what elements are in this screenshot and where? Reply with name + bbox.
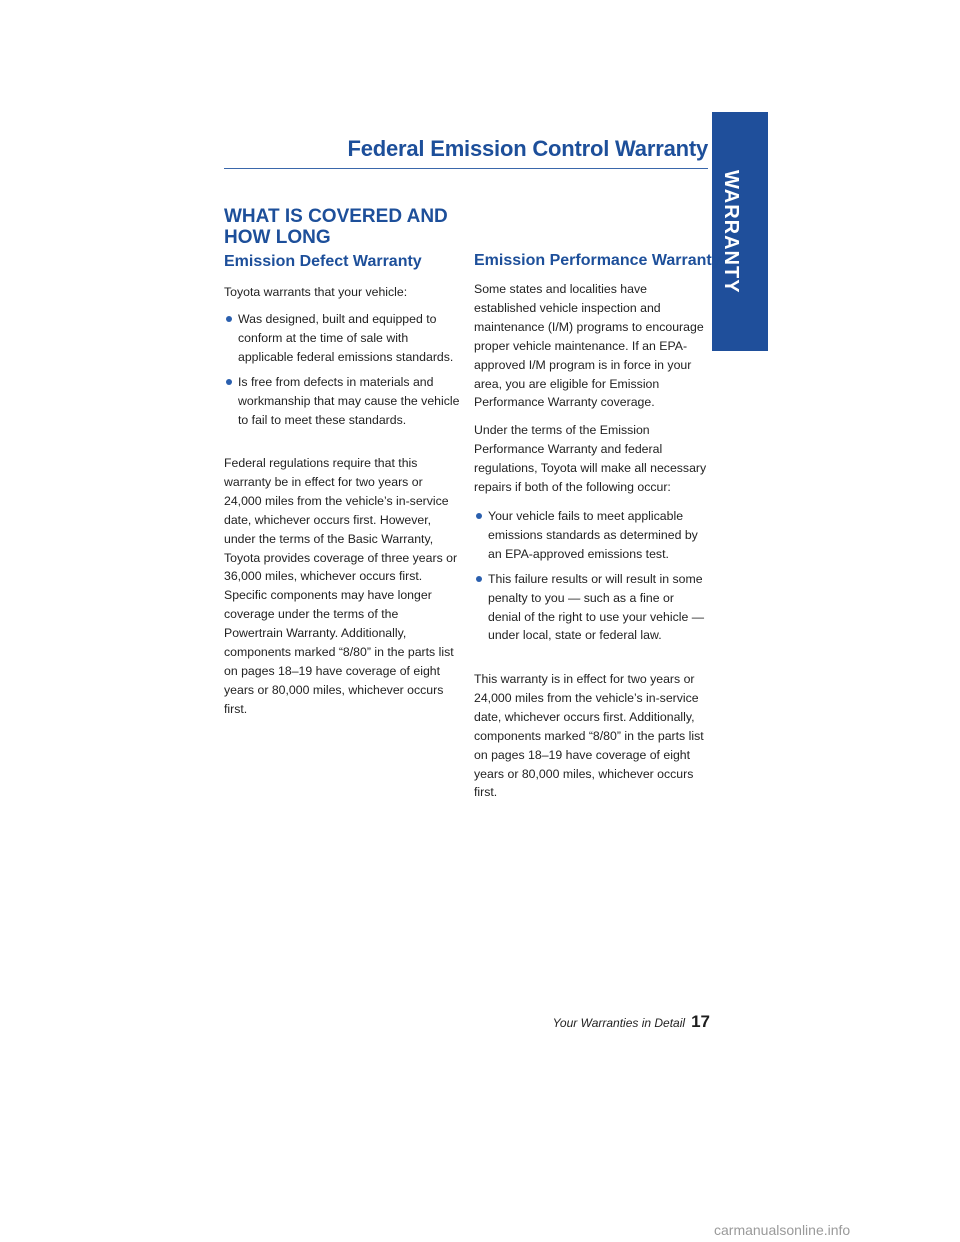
performance-p2: Under the terms of the Emission Performance Warranty and federal regulations, Toyota will make all necessary repairs if both of the following occur: <box>474 423 707 494</box>
page-title: Federal Emission Control Warranty <box>347 136 708 161</box>
defect-intro: Toyota warrants that your vehicle: <box>224 285 408 299</box>
performance-p1: Some states and localities have established vehicle inspection and maintenance (I/M) programs to encourage proper vehicle maintenance. If an EPA-approved I/M program is in force in your area, you are eligible for Emission Performance Warranty coverage. <box>474 282 704 410</box>
performance-warranty-title: Emission Performance Warranty <box>474 252 721 269</box>
bullet-icon <box>226 379 232 385</box>
footer-label: Your Warranties in Detail <box>552 1016 686 1030</box>
bullet-text: Your vehicle fails to meet applicable emissions standards as determined by an EPA-approved emissions test. <box>488 509 698 561</box>
watermark: carmanualsonline.info <box>714 1222 851 1238</box>
defect-body: Federal regulations require that this warranty be in effect for two years or 24,000 miles from the vehicle’s in-service date, whichever occurs first. However, under the terms of the Basic Warranty, Toyota provides coverage of three years or 36,000 miles, whichever occurs first. Specific components may have longer coverage under the terms of the Powertrain Warranty. Additionally, components marked “8/80” in the parts list on pages 18–19 have coverage of eight years or 80,000 miles, whichever occurs first. <box>224 456 458 716</box>
page-number: 17 <box>691 1012 710 1031</box>
list-item <box>474 570 710 646</box>
side-tab-label: WARRANTY <box>720 170 742 294</box>
bullet-text: Was designed, built and equipped to conform at the time of sale with applicable federal emissions standards. <box>238 312 454 364</box>
title-rule <box>224 168 708 169</box>
bullet-text: Is free from defects in materials and workmanship that may cause the vehicle to fail to meet these standards. <box>238 374 460 427</box>
list-item <box>224 310 460 367</box>
bullet-icon <box>226 316 232 322</box>
defect-warranty-title: Emission Defect Warranty <box>224 253 422 270</box>
bullet-icon <box>476 576 482 582</box>
bullet-text: This failure results or will result in some penalty to you — such as a fine or denial of the right to use your vehicle — under local, state or federal law. <box>488 571 705 643</box>
performance-p3: This warranty is in effect for two years or 24,000 miles from the vehicle’s in-service date, whichever occurs first. Additionally, components marked “8/80” in the parts list on pages 18–19 have coverage of eight years or 80,000 miles, whichever occurs first. <box>474 672 704 800</box>
defect-bullet-list <box>224 310 460 435</box>
list-item <box>474 507 710 564</box>
section-heading: WHAT IS COVERED AND HOW LONG <box>224 206 448 248</box>
bullet-icon <box>476 513 482 519</box>
list-item <box>224 373 460 430</box>
page-footer <box>520 1012 710 1032</box>
performance-bullet-list <box>474 507 710 651</box>
